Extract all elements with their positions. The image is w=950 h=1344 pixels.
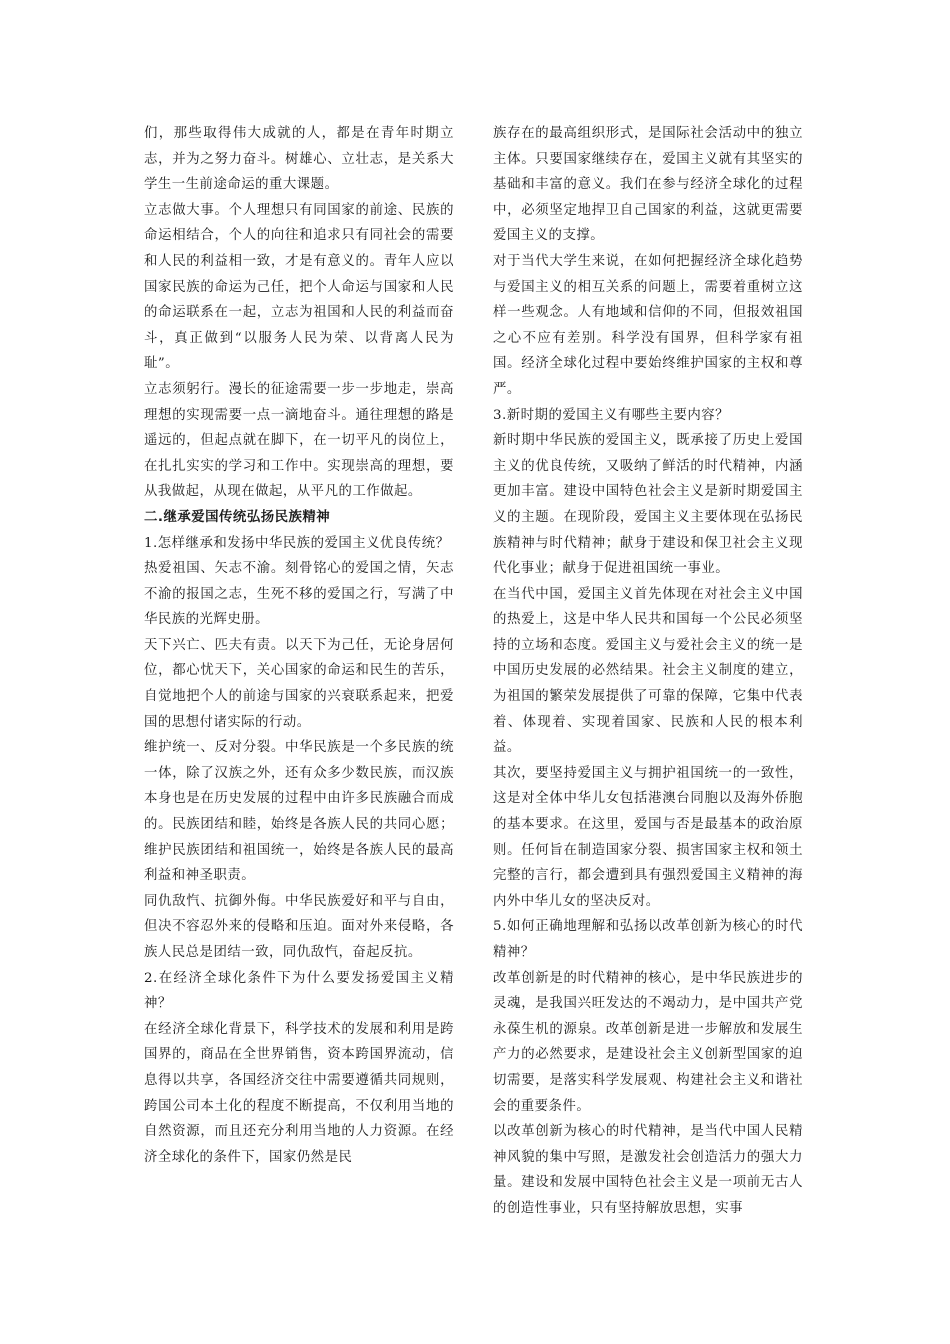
right-column <box>493 121 803 1222</box>
paragraph: 维护统一、反对分裂。中华民族是一个多民族的统一体，除了汉族之外，还有众多少数民族，而汉族本身也是在历史发展的过程中由许多民族融合而成的。民族团结和睦，始终是各族人民的共同心愿；维护民族团结和祖国统一，始终是各族人民的最高利益和神圣职责。 <box>144 740 454 884</box>
paragraph: 热爱祖国、矢志不渝。刻骨铭心的爱国之情，矢志不渝的报国之志，生死不移的爱国之行，写满了中华民族的光辉史册。 <box>144 561 454 628</box>
paragraph: 3.新时期的爱国主义有哪些主要内容？ <box>493 407 730 423</box>
paragraph: 族存在的最高组织形式，是国际社会活动中的独立主体。只要国家继续存在，爱国主义就有其坚实的基础和丰富的意义。我们在参与经济全球化的过程中，必须坚定地捍卫自己国家的利益，这就更需要爱国主义的支撑。 <box>493 126 803 244</box>
paragraph: 在当代中国，爱国主义首先体现在对社会主义中国的热爱上，这是中华人民共和国每一个公民必须坚持的立场和态度。爱国主义与爱社会主义的统一是中国历史发展的必然结果。社会主义制度的建立，为祖国的繁荣发展提供了可靠的保障，它集中代表着、体现着、实现着国家、民族和人民的根本利益。 <box>493 586 803 756</box>
paragraph: 立志须躬行。漫长的征途需要一步一步地走，崇高理想的实现需要一点一滴地奋斗。通往理想的路是遥远的，但起点就在脚下，在一切平凡的岗位上，在扎扎实实的学习和工作中。实现崇高的理想，要从我做起，从现在做起，从平凡的工作做起。 <box>144 381 454 500</box>
paragraph: 2.在经济全球化条件下为什么要发扬爱国主义精神？ <box>144 970 454 1012</box>
paragraph: 新时期中华民族的爱国主义，既承接了历史上爱国主义的优良传统，又吸纳了鲜活的时代精神，内涵更加丰富。建设中国特色社会主义是新时期爱国主义的主题。在现阶段，爱国主义主要体现在弘扬民族精神与时代精神；献身于建设和保卫社会主义现代化事业；献身于促进祖国统一事业。 <box>493 433 803 577</box>
paragraph: 以改革创新为核心的时代精神，是当代中国人民精神风貌的集中写照，是激发社会创造活力的强大力量。建设和发展中国特色社会主义是一项前无古人的创造性事业，只有坚持解放思想，实事 <box>493 1124 803 1216</box>
paragraph: 5.如何正确地理解和弘扬以改革创新为核心的时代精神？ <box>493 919 803 960</box>
paragraph: 同仇敌忾、抗御外侮。中华民族爱好和平与自由，但决不容忍外来的侵略和压迫。面对外来侵略，各族人民总是团结一致，同仇敌忾，奋起反抗。 <box>144 893 454 960</box>
paragraph: 1.怎样继承和发扬中华民族的爱国主义优良传统？ <box>144 535 450 551</box>
paragraph: 对于当代大学生来说，在如何把握经济全球化趋势与爱国主义的相互关系的问题上，需要着重树立这样一些观念。人有地域和信仰的不同，但报效祖国之心不应有差别。科学没有国界，但科学家有祖国。经济全球化过程中要始终维护国家的主权和尊严。 <box>493 253 803 397</box>
left-column <box>144 121 454 1170</box>
paragraph: 在经济全球化背景下，科学技术的发展和利用是跨国界的，商品在全世界销售，资本跨国界流动，信息得以共享，各国经济交往中需要遵循共同规则，跨国公司本土化的程度不断提高，不仅利用当地的自然资源，而且还充分利用当地的人力资源。在经济全球化的条件下，国家仍然是民 <box>144 1021 454 1165</box>
paragraph: 其次，要坚持爱国主义与拥护祖国统一的一致性，这是对全体中华儿女包括港澳台同胞以及海外侨胞的基本要求。在这里，爱国与否是最基本的政治原则。任何旨在制造国家分裂、损害国家主权和领土完整的言行，都会遭到具有强烈爱国主义精神的海内外中华儿女的坚决反对。 <box>493 765 803 909</box>
paragraph: 天下兴亡、匹夫有责。以天下为己任，无论身居何位，都心忧天下，关心国家的命运和民生的苦乐，自觉地把个人的前途与国家的兴衰联系起来，把爱国的思想付诸实际的行动。 <box>144 637 454 730</box>
section-heading: 二.继承爱国传统弘扬民族精神 <box>144 509 331 525</box>
paragraph: 改革创新是的时代精神的核心，是中华民族进步的灵魂，是我国兴旺发达的不竭动力，是中国共产党永葆生机的源泉。改革创新是进一步解放和发展生产力的必然要求，是建设社会主义创新型国家的迫切需要，是落实科学发展观、构建社会主义和谐社会的重要条件。 <box>493 970 803 1114</box>
paragraph: 立志做大事。个人理想只有同国家的前途、民族的命运相结合，个人的向往和追求只有同社会的需要和人民的利益相一致，才是有意义的。青年人应以国家民族的命运为己任，把个人命运与国家和人民的命运联系在一起，立志为祖国和人民的利益而奋斗，真正做到“以服务人民为荣、以背离人民为耻”。 <box>144 202 454 372</box>
paragraph: 们，那些取得伟大成就的人，都是在青年时期立志，并为之努力奋斗。树雄心、立壮志，是关系大学生一生前途命运的重大课题。 <box>144 126 454 193</box>
